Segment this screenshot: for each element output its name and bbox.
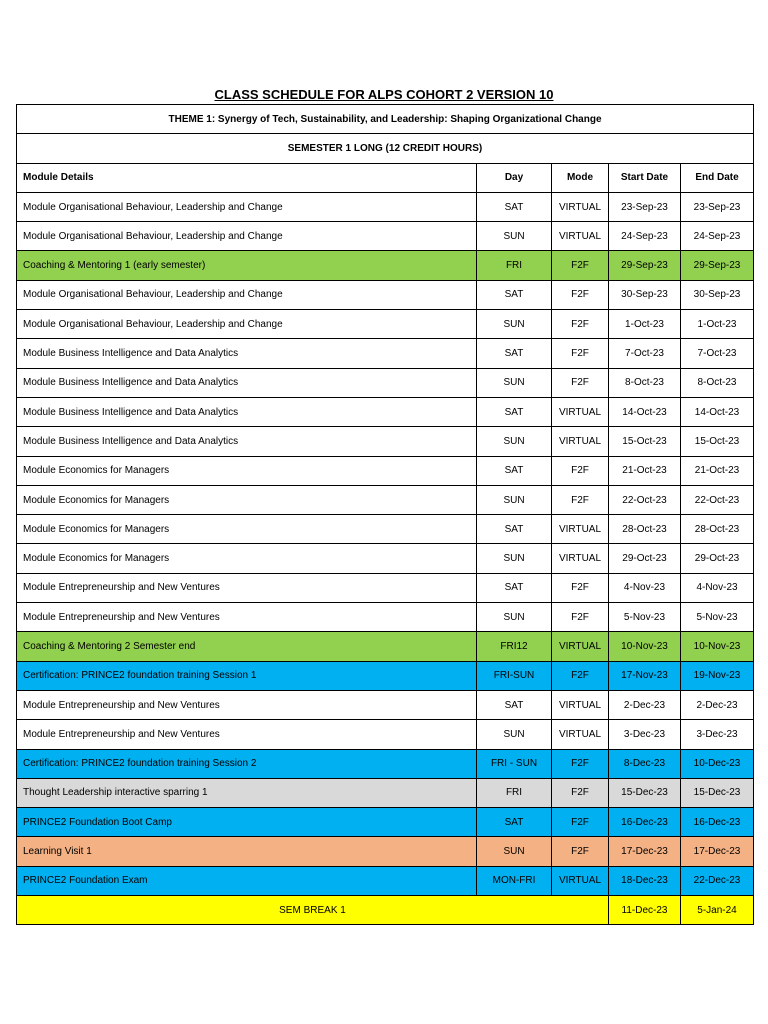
day-cell: SUN (477, 837, 552, 866)
start-date-cell: 29-Oct-23 (609, 544, 681, 573)
mode-cell: VIRTUAL (552, 427, 609, 456)
day-cell: SUN (477, 603, 552, 632)
day-cell: SAT (477, 808, 552, 837)
mode-cell: F2F (552, 368, 609, 397)
schedule-row (17, 310, 754, 339)
module-cell: Coaching & Mentoring 1 (early semester) (17, 251, 477, 280)
day-cell: MON-FRI (477, 866, 552, 895)
mode-cell: F2F (552, 837, 609, 866)
schedule-row (17, 456, 754, 485)
mode-cell: F2F (552, 778, 609, 807)
schedule-row (17, 427, 754, 456)
module-cell: Module Business Intelligence and Data Analytics (17, 427, 477, 456)
header-module: Module Details (17, 163, 477, 192)
start-date-cell: 1-Oct-23 (609, 310, 681, 339)
end-date-cell: 24-Sep-23 (681, 222, 754, 251)
schedule-row (17, 866, 754, 895)
semester-text: SEMESTER 1 LONG (12 CREDIT HOURS) (17, 134, 754, 163)
module-cell: Certification: PRINCE2 foundation training Session 2 (17, 749, 477, 778)
day-cell: SAT (477, 339, 552, 368)
end-date-cell: 29-Sep-23 (681, 251, 754, 280)
start-date-cell: 5-Nov-23 (609, 603, 681, 632)
end-date-cell: 7-Oct-23 (681, 339, 754, 368)
start-date-cell: 8-Dec-23 (609, 749, 681, 778)
start-date-cell: 21-Oct-23 (609, 456, 681, 485)
start-date-cell: 7-Oct-23 (609, 339, 681, 368)
mode-cell: F2F (552, 661, 609, 690)
schedule-row (17, 251, 754, 280)
start-date-cell: 28-Oct-23 (609, 515, 681, 544)
module-cell: Module Economics for Managers (17, 456, 477, 485)
schedule-row (17, 339, 754, 368)
start-date-cell: 29-Sep-23 (609, 251, 681, 280)
mode-cell: F2F (552, 456, 609, 485)
mode-cell: VIRTUAL (552, 720, 609, 749)
mode-cell: VIRTUAL (552, 222, 609, 251)
module-cell: Module Organisational Behaviour, Leadership and Change (17, 280, 477, 309)
end-date-cell: 23-Sep-23 (681, 192, 754, 221)
module-cell: PRINCE2 Foundation Boot Camp (17, 808, 477, 837)
end-date-cell: 21-Oct-23 (681, 456, 754, 485)
module-cell: Module Organisational Behaviour, Leadership and Change (17, 192, 477, 221)
mode-cell: F2F (552, 251, 609, 280)
mode-cell: F2F (552, 280, 609, 309)
day-cell: SAT (477, 456, 552, 485)
day-cell: FRI (477, 251, 552, 280)
sem-break-start: 11-Dec-23 (609, 896, 681, 925)
schedule-row (17, 573, 754, 602)
end-date-cell: 17-Dec-23 (681, 837, 754, 866)
header-mode: Mode (552, 163, 609, 192)
header-end-date: End Date (681, 163, 754, 192)
module-cell: Coaching & Mentoring 2 Semester end (17, 632, 477, 661)
start-date-cell: 30-Sep-23 (609, 280, 681, 309)
start-date-cell: 17-Nov-23 (609, 661, 681, 690)
header-day: Day (477, 163, 552, 192)
day-cell: SAT (477, 690, 552, 719)
module-cell: Module Entrepreneurship and New Ventures (17, 690, 477, 719)
mode-cell: VIRTUAL (552, 866, 609, 895)
end-date-cell: 22-Dec-23 (681, 866, 754, 895)
day-cell: SAT (477, 280, 552, 309)
module-cell: Module Business Intelligence and Data Analytics (17, 397, 477, 426)
schedule-row (17, 368, 754, 397)
day-cell: SAT (477, 397, 552, 426)
mode-cell: VIRTUAL (552, 632, 609, 661)
start-date-cell: 14-Oct-23 (609, 397, 681, 426)
sem-break-end: 5-Jan-24 (681, 896, 754, 925)
end-date-cell: 4-Nov-23 (681, 573, 754, 602)
end-date-cell: 29-Oct-23 (681, 544, 754, 573)
module-cell: Module Entrepreneurship and New Ventures (17, 603, 477, 632)
start-date-cell: 15-Oct-23 (609, 427, 681, 456)
header-start-date: Start Date (609, 163, 681, 192)
start-date-cell: 8-Oct-23 (609, 368, 681, 397)
end-date-cell: 15-Oct-23 (681, 427, 754, 456)
module-cell: Module Economics for Managers (17, 544, 477, 573)
mode-cell: VIRTUAL (552, 515, 609, 544)
mode-cell: VIRTUAL (552, 544, 609, 573)
module-cell: Module Business Intelligence and Data Analytics (17, 368, 477, 397)
schedule-row (17, 485, 754, 514)
theme-text: THEME 1: Synergy of Tech, Sustainability, and Leadership: Shaping Organizational Change (17, 105, 754, 134)
schedule-row (17, 397, 754, 426)
end-date-cell: 10-Dec-23 (681, 749, 754, 778)
mode-cell: VIRTUAL (552, 192, 609, 221)
schedule-row (17, 778, 754, 807)
mode-cell: F2F (552, 310, 609, 339)
schedule-table (16, 104, 754, 925)
start-date-cell: 16-Dec-23 (609, 808, 681, 837)
day-cell: SUN (477, 427, 552, 456)
schedule-row (17, 690, 754, 719)
start-date-cell: 18-Dec-23 (609, 866, 681, 895)
schedule-row (17, 544, 754, 573)
start-date-cell: 4-Nov-23 (609, 573, 681, 602)
start-date-cell: 15-Dec-23 (609, 778, 681, 807)
schedule-row (17, 632, 754, 661)
start-date-cell: 22-Oct-23 (609, 485, 681, 514)
end-date-cell: 28-Oct-23 (681, 515, 754, 544)
end-date-cell: 2-Dec-23 (681, 690, 754, 719)
day-cell: SAT (477, 515, 552, 544)
start-date-cell: 10-Nov-23 (609, 632, 681, 661)
page-title: CLASS SCHEDULE FOR ALPS COHORT 2 VERSION 10 (214, 87, 554, 102)
schedule-row (17, 661, 754, 690)
start-date-cell: 2-Dec-23 (609, 690, 681, 719)
day-cell: FRI-SUN (477, 661, 552, 690)
end-date-cell: 30-Sep-23 (681, 280, 754, 309)
day-cell: SUN (477, 368, 552, 397)
start-date-cell: 17-Dec-23 (609, 837, 681, 866)
module-cell: Certification: PRINCE2 foundation training Session 1 (17, 661, 477, 690)
module-cell: PRINCE2 Foundation Exam (17, 866, 477, 895)
header-row (17, 163, 754, 192)
schedule-row (17, 222, 754, 251)
start-date-cell: 24-Sep-23 (609, 222, 681, 251)
day-cell: SAT (477, 573, 552, 602)
end-date-cell: 3-Dec-23 (681, 720, 754, 749)
module-cell: Module Organisational Behaviour, Leadership and Change (17, 310, 477, 339)
theme-row (17, 105, 754, 134)
end-date-cell: 10-Nov-23 (681, 632, 754, 661)
sem-break-label: SEM BREAK 1 (17, 896, 609, 925)
mode-cell: VIRTUAL (552, 690, 609, 719)
module-cell: Module Economics for Managers (17, 485, 477, 514)
module-cell: Thought Leadership interactive sparring 1 (17, 778, 477, 807)
module-cell: Module Economics for Managers (17, 515, 477, 544)
schedule-row (17, 808, 754, 837)
end-date-cell: 16-Dec-23 (681, 808, 754, 837)
day-cell: SUN (477, 720, 552, 749)
module-cell: Module Entrepreneurship and New Ventures (17, 720, 477, 749)
end-date-cell: 1-Oct-23 (681, 310, 754, 339)
mode-cell: F2F (552, 749, 609, 778)
end-date-cell: 5-Nov-23 (681, 603, 754, 632)
mode-cell: F2F (552, 603, 609, 632)
mode-cell: F2F (552, 573, 609, 602)
semester-row (17, 134, 754, 163)
day-cell: SUN (477, 485, 552, 514)
module-cell: Module Organisational Behaviour, Leadership and Change (17, 222, 477, 251)
schedule-row (17, 720, 754, 749)
mode-cell: F2F (552, 808, 609, 837)
schedule-row (17, 837, 754, 866)
module-cell: Learning Visit 1 (17, 837, 477, 866)
mode-cell: F2F (552, 485, 609, 514)
schedule-row (17, 280, 754, 309)
schedule-row (17, 192, 754, 221)
module-cell: Module Business Intelligence and Data Analytics (17, 339, 477, 368)
sem-break-row (17, 896, 754, 925)
mode-cell: VIRTUAL (552, 397, 609, 426)
day-cell: FRI12 (477, 632, 552, 661)
day-cell: SUN (477, 310, 552, 339)
start-date-cell: 23-Sep-23 (609, 192, 681, 221)
start-date-cell: 3-Dec-23 (609, 720, 681, 749)
day-cell: SUN (477, 222, 552, 251)
end-date-cell: 14-Oct-23 (681, 397, 754, 426)
end-date-cell: 19-Nov-23 (681, 661, 754, 690)
day-cell: SUN (477, 544, 552, 573)
day-cell: FRI (477, 778, 552, 807)
schedule-row (17, 749, 754, 778)
end-date-cell: 15-Dec-23 (681, 778, 754, 807)
mode-cell: F2F (552, 339, 609, 368)
day-cell: FRI - SUN (477, 749, 552, 778)
end-date-cell: 22-Oct-23 (681, 485, 754, 514)
end-date-cell: 8-Oct-23 (681, 368, 754, 397)
schedule-row (17, 515, 754, 544)
schedule-row (17, 603, 754, 632)
day-cell: SAT (477, 192, 552, 221)
module-cell: Module Entrepreneurship and New Ventures (17, 573, 477, 602)
